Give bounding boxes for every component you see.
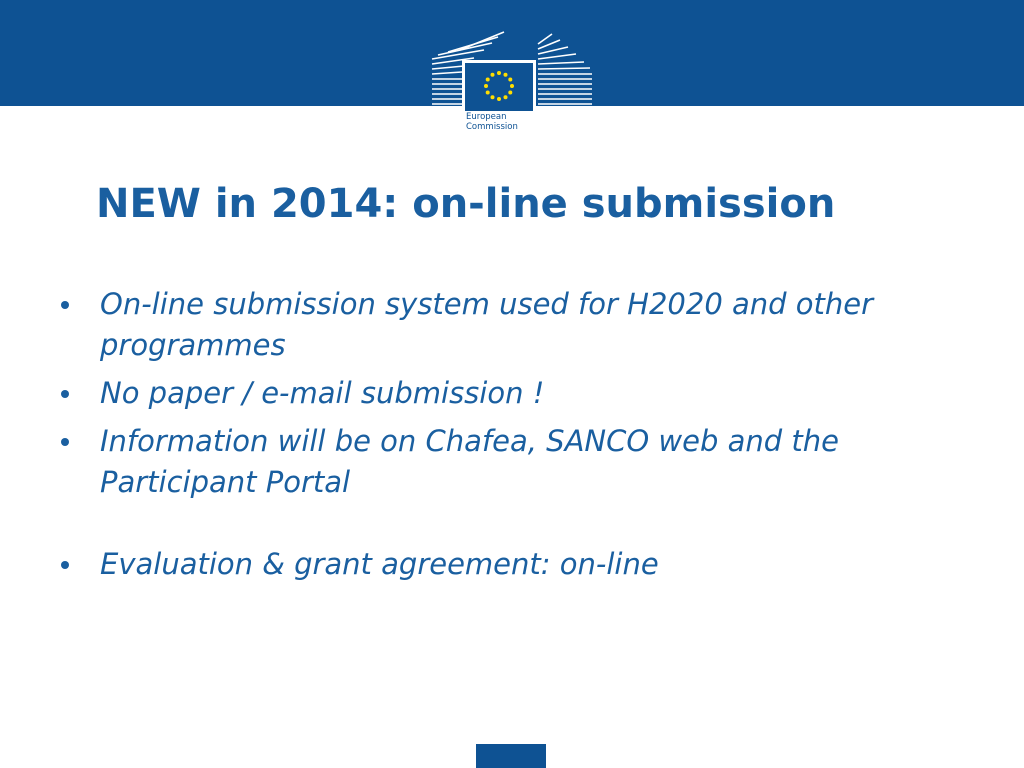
- bullet-text: On-line submission system used for H2020 and other programmes: [100, 287, 874, 362]
- bullet-text: Evaluation & grant agreement: on-line: [100, 547, 659, 581]
- european-commission-logo: [426, 28, 598, 144]
- bullet-item: [56, 421, 936, 503]
- footer-flag-icon: [476, 744, 546, 768]
- bullet-dot-icon: [61, 561, 69, 569]
- bullet-item: [56, 373, 936, 414]
- logo-line-2: Commission: [466, 122, 518, 132]
- bullet-text: No paper / e-mail submission !: [100, 376, 545, 410]
- bullet-dot-icon: [61, 301, 69, 309]
- bullet-dot-icon: [61, 390, 69, 398]
- bullet-item: [56, 284, 936, 366]
- logo-line-1: European: [466, 112, 507, 122]
- bullet-list: [56, 284, 936, 592]
- slide-title: NEW in 2014: on-line submission: [96, 181, 836, 227]
- bullet-item: [56, 544, 936, 585]
- bullet-dot-icon: [61, 438, 69, 446]
- bullet-text: Information will be on Chafea, SANCO web and the Participant Portal: [100, 424, 839, 499]
- logo-wordmark: [466, 112, 534, 132]
